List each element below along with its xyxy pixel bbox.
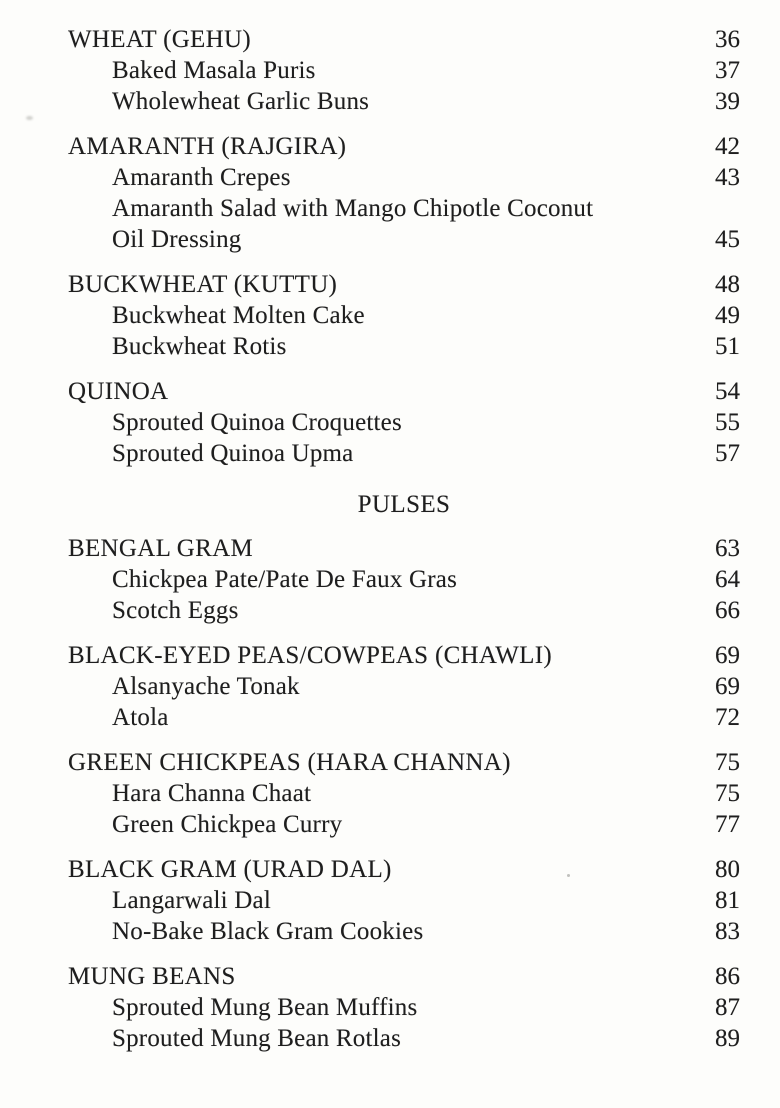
section-title: BUCKWHEAT (KUTTU) — [68, 271, 338, 298]
toc-section-row — [68, 269, 740, 300]
toc-entry-row — [68, 162, 740, 193]
toc-entry-row — [68, 885, 740, 916]
page-number: 87 — [715, 994, 740, 1021]
toc-section-row — [68, 24, 740, 55]
entry-title: Sprouted Mung Bean Muffins — [112, 994, 418, 1021]
page-number: 42 — [715, 133, 740, 160]
section-title: AMARANTH (RAJGIRA) — [68, 133, 347, 160]
toc-entry-row — [68, 55, 740, 86]
entry-title: Sprouted Mung Bean Rotlas — [112, 1025, 402, 1052]
toc-section — [68, 533, 740, 626]
toc-section-row — [68, 854, 740, 885]
page-number: 75 — [715, 780, 740, 807]
section-title: WHEAT (GEHU) — [68, 26, 251, 53]
toc-section-row — [68, 640, 740, 671]
page-number: 69 — [715, 642, 740, 669]
toc-section — [68, 747, 740, 840]
toc-entry-row — [68, 1023, 740, 1054]
table-of-contents — [68, 24, 740, 1068]
toc-section — [68, 640, 740, 733]
page-number: 57 — [715, 440, 740, 467]
page-number: 77 — [715, 811, 740, 838]
page-number: 66 — [715, 597, 740, 624]
entry-title: Scotch Eggs — [112, 597, 239, 624]
entry-title: Oil Dressing — [112, 226, 242, 253]
section-title: QUINOA — [68, 378, 169, 405]
toc-section — [68, 131, 740, 255]
entry-title: Buckwheat Molten Cake — [112, 302, 365, 329]
page-number: 63 — [715, 535, 740, 562]
toc-entry-row — [68, 564, 740, 595]
section-title: BLACK-EYED PEAS/COWPEAS (CHAWLI) — [68, 642, 552, 669]
toc-entry-row — [68, 438, 740, 469]
entry-title: Baked Masala Puris — [112, 57, 316, 84]
page-number: 81 — [715, 887, 740, 914]
page-number: 83 — [715, 918, 740, 945]
entry-title: Amaranth Crepes — [112, 164, 291, 191]
page-number: 80 — [715, 856, 740, 883]
page-number: 36 — [715, 26, 740, 53]
page-number: 54 — [715, 378, 740, 405]
entry-title: Sprouted Quinoa Croquettes — [112, 409, 402, 436]
toc-entry-row — [68, 595, 740, 626]
page-number: 49 — [715, 302, 740, 329]
entry-title: Sprouted Quinoa Upma — [112, 440, 354, 467]
toc-section-row — [68, 131, 740, 162]
toc-section — [68, 376, 740, 469]
entry-title: Hara Channa Chaat — [112, 780, 312, 807]
toc-entry-row — [68, 407, 740, 438]
scan-speck — [567, 874, 570, 877]
page-number: 86 — [715, 963, 740, 990]
toc-section — [68, 961, 740, 1054]
toc-entry-row — [68, 300, 740, 331]
entry-title: Langarwali Dal — [112, 887, 271, 914]
toc-section — [68, 269, 740, 362]
entry-title: Amaranth Salad with Mango Chipotle Coconut — [112, 195, 594, 222]
page-number: 64 — [715, 566, 740, 593]
entry-title: Buckwheat Rotis — [112, 333, 287, 360]
page-number: 48 — [715, 271, 740, 298]
toc-section — [68, 24, 740, 117]
page-number: 39 — [715, 88, 740, 115]
page-number: 72 — [715, 704, 740, 731]
entry-title: Green Chickpea Curry — [112, 811, 343, 838]
toc-entry-row — [68, 702, 740, 733]
entry-title: Wholewheat Garlic Buns — [112, 88, 370, 115]
toc-entry-row — [68, 916, 740, 947]
page-number: 43 — [715, 164, 740, 191]
page-number: 89 — [715, 1025, 740, 1052]
entry-title: No-Bake Black Gram Cookies — [112, 918, 424, 945]
entry-title: Atola — [112, 704, 169, 731]
page-number: 45 — [715, 226, 740, 253]
section-title: BLACK GRAM (URAD DAL) — [68, 856, 392, 883]
page-number: 69 — [715, 673, 740, 700]
toc-section-row — [68, 533, 740, 564]
page-number: 55 — [715, 409, 740, 436]
page-number: 75 — [715, 749, 740, 776]
toc-entry-row — [68, 671, 740, 702]
section-title: GREEN CHICKPEAS (HARA CHANNA) — [68, 749, 511, 776]
page-number: 51 — [715, 333, 740, 360]
toc-entry-row — [68, 224, 740, 255]
section-title: BENGAL GRAM — [68, 535, 254, 562]
toc-entry-row — [68, 193, 740, 224]
toc-entry-row — [68, 992, 740, 1023]
scan-speck — [26, 116, 33, 120]
toc-section-row — [68, 747, 740, 778]
toc-entry-row — [68, 86, 740, 117]
entry-title: Alsanyache Tonak — [112, 673, 300, 700]
entry-title: Chickpea Pate/Pate De Faux Gras — [112, 566, 457, 593]
toc-entry-row — [68, 778, 740, 809]
page-number: 37 — [715, 57, 740, 84]
toc-section-row — [68, 961, 740, 992]
toc-section — [68, 854, 740, 947]
part-heading: PULSES — [357, 491, 451, 518]
toc-entry-row — [68, 331, 740, 362]
section-title: MUNG BEANS — [68, 963, 236, 990]
toc-entry-row — [68, 809, 740, 840]
toc-section-row — [68, 376, 740, 407]
